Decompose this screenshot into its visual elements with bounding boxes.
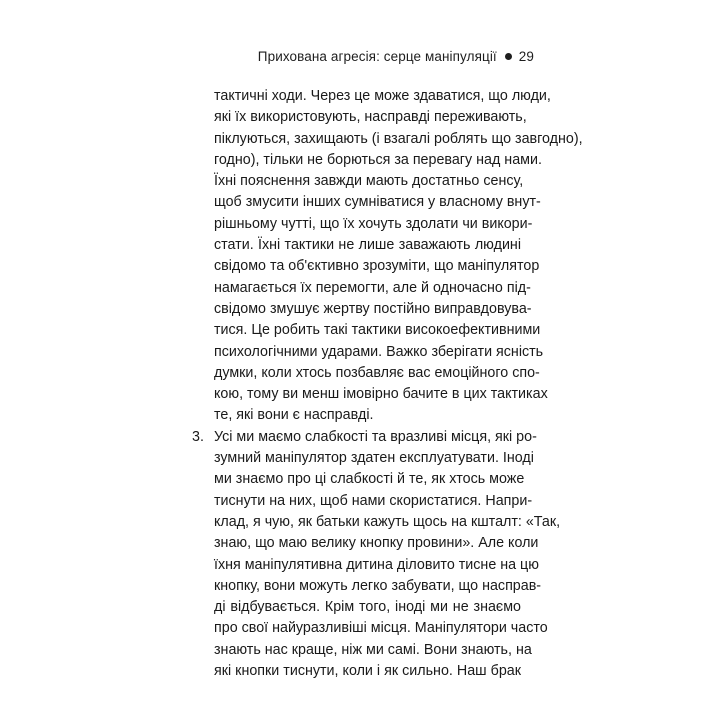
bullet-separator-icon [505,53,512,60]
list-item-number: 3. [192,428,204,445]
text-line: про свої найуразливіші місця. Маніпулятори часто [214,620,548,637]
text-line: які їх використовують, насправді переживають, [214,109,527,126]
text-line: їхня маніпулятивна дитина діловито тисне на цю [214,556,539,573]
chapter-title: Прихована агресія: серце маніпуляції [257,49,497,64]
text-line: думки, коли хтось позбавляє вас емоційного спо- [214,364,540,381]
body-text [192,86,583,682]
text-line: психологічними ударами. Важко зберігати ясність [214,343,544,360]
text-line: кнопку, вони можуть легко забувати, що насправ- [214,577,542,594]
text-line: ми знаємо про ці слабкості й те, як хтось може [214,471,525,488]
text-line: зумний маніпулятор здатен експлуатувати. Іноді [214,450,534,467]
text-line: стати. Їхні тактики не лише заважають людині [214,237,521,254]
text-line: тися. Це робить такі тактики високоефективними [214,322,541,339]
text-line: свідомо та об'єктивно зрозуміти, що маніпулятор [214,258,540,275]
text-line: Усі ми маємо слабкості та вразливі місця, які ро- [214,428,537,445]
text-line: клад, я чую, як батьки кажуть щось на кшталт: «Так, [214,513,561,530]
text-line: тиснути на них, щоб нами скористатися. Напри- [214,492,533,509]
running-head [258,49,534,64]
text-line: те, які вони є насправді. [214,407,374,424]
text-line: Їхні пояснення завжди мають достатньо сенсу, [214,173,524,190]
text-line: піклуються, захищають (і взагалі роблять що завгодно), [214,130,583,147]
page-number: 29 [518,49,534,64]
list-item-3 [192,427,561,683]
text-line: кою, тому ви менш імовірно бачите в цих тактиках [214,386,548,403]
text-line: які кнопки тиснути, коли і як сильно. Наш брак [214,663,521,680]
text-line: тактичні ходи. Через це може здаватися, що люди, [214,88,551,104]
text-line: годно), тільки не борються за перевагу над нами. [214,151,542,168]
text-line: рішньому чутті, що їх хочуть здолати чи викори- [214,215,533,232]
text-line: намагається їх перемогти, але й одночасно під- [214,279,531,296]
text-line: ді відбувається. Крім того, іноді ми не знаємо [214,599,521,616]
text-line: знають нас краще, ніж ми самі. Вони знають, на [214,641,532,658]
text-line: свідомо змушує жертву постійно виправдовува- [214,300,532,317]
text-line: знаю, що маю велику кнопку провини». Але коли [214,535,539,552]
text-line: щоб змусити інших сумніватися у власному внут- [214,194,541,211]
